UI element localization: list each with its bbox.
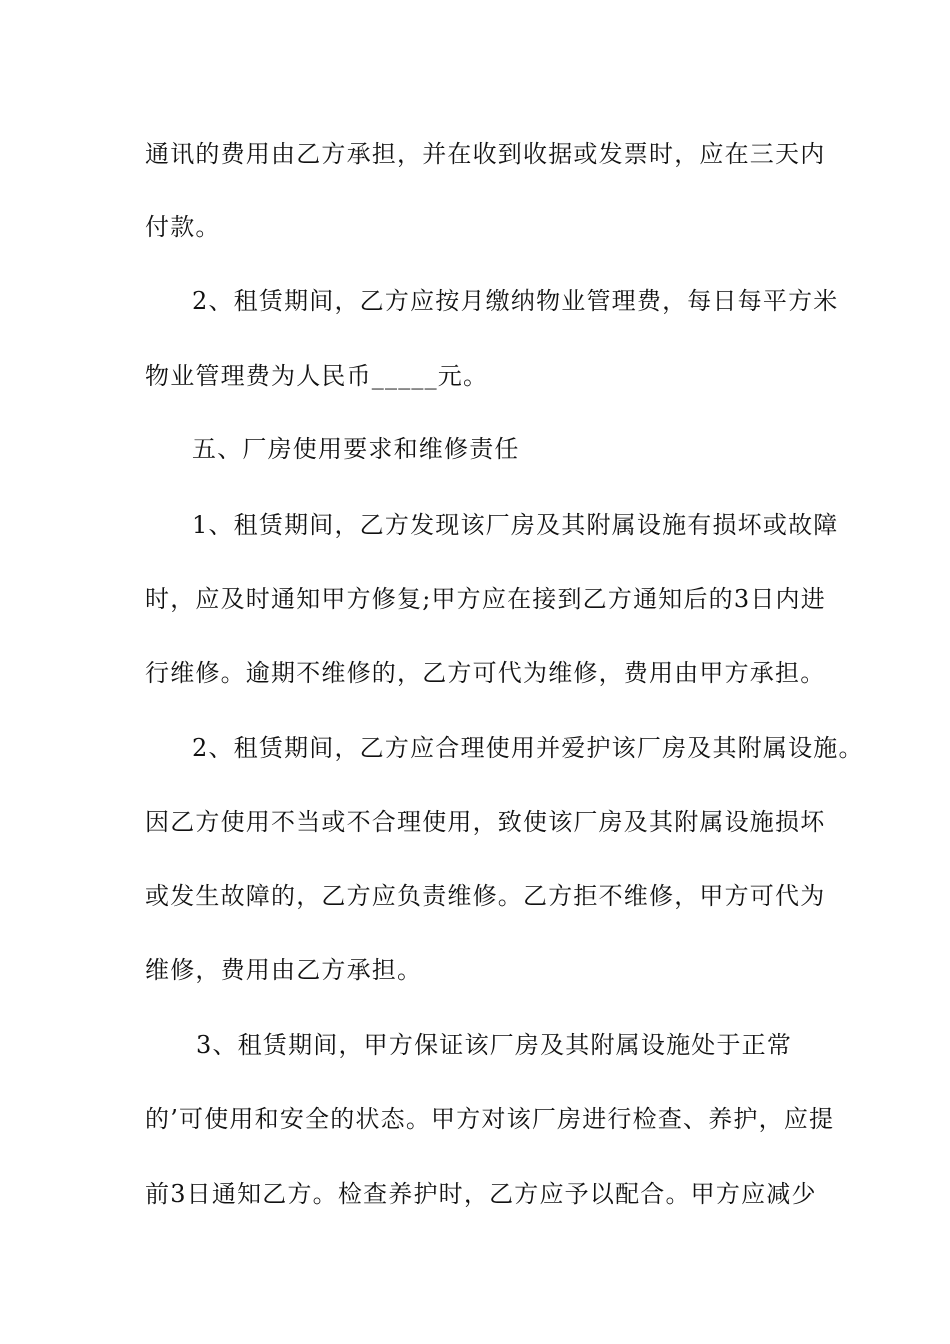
text-line: 的’可使用和安全的状态。甲方对该厂房进行检查、养护，应提 xyxy=(145,1105,835,1133)
text-line: 行维修。逾期不维修的，乙方可代为维修，费用由甲方承担。 xyxy=(145,659,826,687)
text-line: 或发生故障的，乙方应负责维修。乙方拒不维修，甲方可代为 xyxy=(145,882,826,910)
text-line: 2、租赁期间，乙方应合理使用并爱护该厂房及其附属设施。 xyxy=(192,734,864,762)
section-heading: 五、厂房使用要求和维修责任 xyxy=(192,435,520,463)
text-line: 因乙方使用不当或不合理使用，致使该厂房及其附属设施损坏 xyxy=(145,808,826,836)
text-line: 2、租赁期间，乙方应按月缴纳物业管理费，每日每平方米 xyxy=(192,287,839,315)
text-line: 物业管理费为人民币_____元。 xyxy=(145,362,489,390)
text-line: 通讯的费用由乙方承担，并在收到收据或发票时，应在三天内 xyxy=(145,140,826,168)
text-line: 维修，费用由乙方承担。 xyxy=(145,956,423,984)
text-line: 1、租赁期间，乙方发现该厂房及其附属设施有损坏或故障 xyxy=(192,511,839,539)
text-line: 前3日通知乙方。检查养护时，乙方应予以配合。甲方应减少 xyxy=(145,1180,817,1208)
text-line: 付款。 xyxy=(145,213,221,241)
text-line: 时，应及时通知甲方修复;甲方应在接到乙方通知后的3日内进 xyxy=(145,585,826,613)
text-line: 3、租赁期间，甲方保证该厂房及其附属设施处于正常 xyxy=(196,1031,793,1059)
